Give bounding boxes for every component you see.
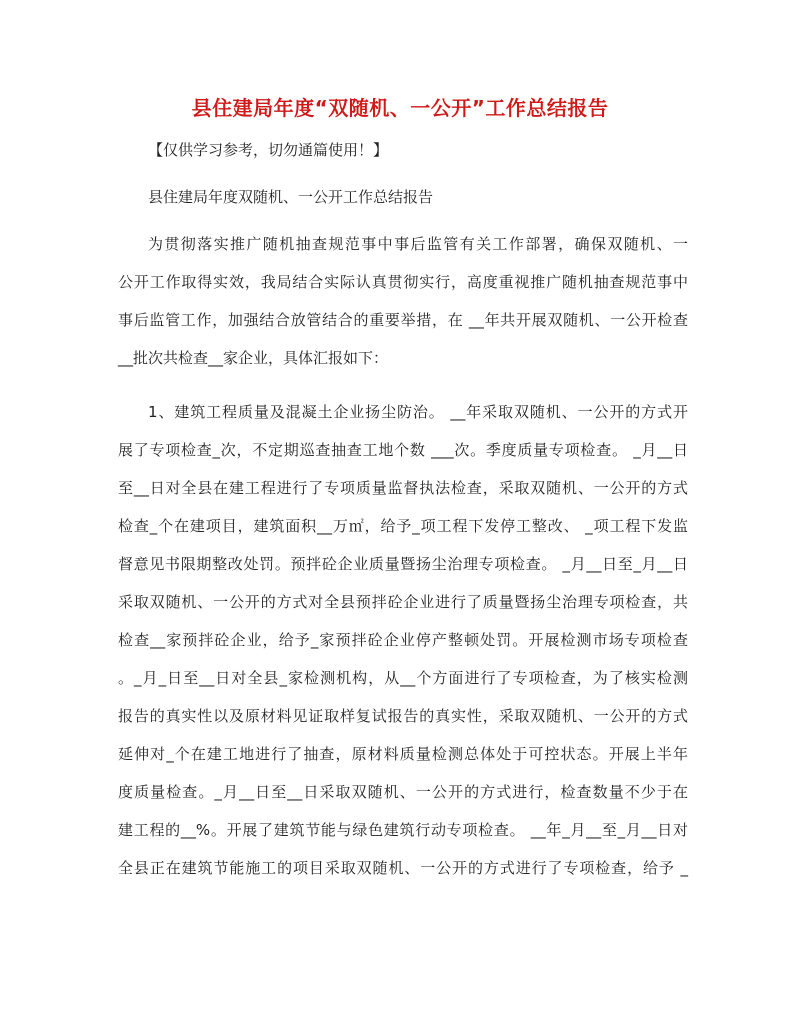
paragraph-line: 延伸对_个在建工地进行了抽查，原材料质量检测总体处于可控状态。开展上半年 <box>118 745 688 763</box>
paragraph-line: 建工程的__%。开展了建筑节能与绿色建筑行动专项检查。 __年_月__至_月__日对 <box>118 821 688 839</box>
paragraph-line: 事后监管工作，加强结合放管结合的重要举措，在 __年共开展双随机、一公开检查 <box>118 311 688 329</box>
paragraph-line: 督意见书限期整改处罚。预拌砼企业质量暨扬尘治理专项检查。 _月__日至_月__日 <box>118 555 688 573</box>
paragraph-line: 展了专项检查_次，不定期巡查抽查工地个数 ___次。季度质量专项检查。 _月__日 <box>118 441 688 459</box>
paragraph-line: 检查__家预拌砼企业，给予_家预拌砼企业停产整顿处罚。开展检测市场专项检查 <box>118 631 688 649</box>
paragraph-line: __批次共检查__家企业，具体汇报如下： <box>118 349 389 367</box>
paragraph-line: 至__日对全县在建工程进行了专项质量监督执法检查，采取双随机、一公开的方式 <box>118 479 688 497</box>
document-title: 县住建局年度“双随机、一公开”工作总结报告 <box>191 96 609 120</box>
paragraph-line: 1、建筑工程质量及混凝土企业扬尘防治。 __年采取双随机、一公开的方式开 <box>148 403 688 421</box>
paragraph-line: 公开工作取得实效，我局结合实际认真贯彻实行，高度重视推广随机抽查规范事中 <box>118 273 688 291</box>
paragraph-section-1 <box>118 393 688 887</box>
paragraph-line: 全县正在建筑节能施工的项目采取双随机、一公开的方式进行了专项检查，给予 _ <box>118 859 688 877</box>
usage-note: 【仅供学习参考，切勿通篇使用！】 <box>148 141 389 159</box>
paragraph-intro <box>118 225 688 377</box>
paragraph-line: 度质量检查。_月__日至__日采取双随机、一公开的方式进行，检查数量不少于在 <box>118 783 688 801</box>
paragraph-line: 采取双随机、一公开的方式对全县预拌砼企业进行了质量暨扬尘治理专项检查，共 <box>118 593 688 611</box>
paragraph-line: 报告的真实性以及原材料见证取样复试报告的真实性，采取双随机、一公开的方式 <box>118 707 688 725</box>
paragraph-line: 为贯彻落实推广随机抽查规范事中事后监管有关工作部署，确保双随机、一 <box>148 235 688 253</box>
paragraph-line: 。_月_日至__日对全县_家检测机构，从__个方面进行了专项检查，为了核实检测 <box>118 669 688 687</box>
paragraph-line: 检查_个在建项目，建筑面积__万㎡，给予_项工程下发停工整改、 _项工程下发监 <box>118 517 688 535</box>
document-subtitle: 县住建局年度双随机、一公开工作总结报告 <box>148 188 434 206</box>
